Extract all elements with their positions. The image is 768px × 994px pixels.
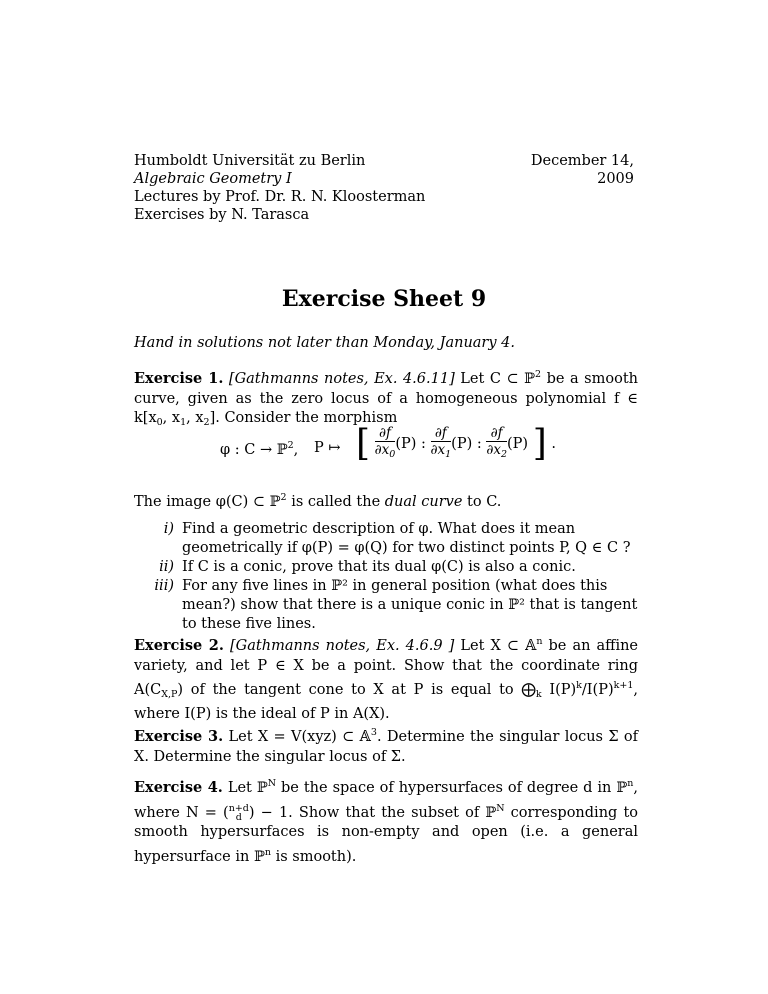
- exercise-1: Exercise 1. [Gathmanns notes, Ex. 4.6.11] Let C ⊂ ℙ$^2$ be a smooth curve, given as the zero locus of a homogeneous polynomial f ∈ $k[x_0$, $x_1$, $x_2$]. Consider the morphism: [134, 369, 638, 428]
- item-text: If C is a conic, prove that its dual φ(C) is also a conic.: [182, 559, 576, 575]
- hand-in-note: Hand in solutions not later than Monday, January 4.: [134, 335, 516, 351]
- exercise-4-text-f: is smooth).: [270, 848, 357, 865]
- exercise-4-text-e: corresponding to smooth hypersurfaces is non-empty and open (i.e. a general hypersurface in ℙ: [134, 804, 638, 865]
- exercise-4-text-c: , where N = (: [134, 780, 638, 821]
- list-item: [134, 577, 638, 634]
- exercise-4-label: Exercise 4.: [134, 779, 223, 796]
- sheet-date: December 14, 2009: [530, 153, 634, 187]
- lecturer-line: Lectures by Prof. Dr. R. N. Kloosterman: [134, 189, 426, 205]
- dual-sentence-b: is called the: [286, 494, 385, 510]
- exercise-2-text-d: I(P): [541, 682, 577, 698]
- dual-sentence-a: The image φ(C) ⊂ ℙ: [134, 494, 281, 510]
- dual-sentence-c: to C.: [462, 494, 502, 510]
- exercise-2-text-b: be an affine variety, and let P ∈ X be a point. Show that the coordinate ring A(C: [134, 638, 639, 698]
- exercise-2-text-e: /I(P): [581, 682, 614, 698]
- exercise-3-label: Exercise 3.: [134, 728, 224, 745]
- exercise-3-text-a: Let X = V(xyz) ⊂ 𝔸: [223, 729, 371, 745]
- exercise-1-label: Exercise 1.: [134, 370, 224, 387]
- exercise-1-ref: [Gathmanns notes, Ex. 4.6.11]: [228, 371, 455, 387]
- dual-map-equation: φ : C → ℙ$^2$, P ↦ [ $\frac{\partial f}{\partial x_0}$ (P) : $\frac{\partial f}{\partial x_1}$ (P) : $\frac{\partial f}{\partial x_2}$ (P) ] .: [220, 423, 556, 464]
- exercise-2: Exercise 2. [Gathmanns notes, Ex. 4.6.9 ] Let X ⊂ 𝔸$^n$ be an affine variety, and let P ∈ X be a point. Show that the coordinate ring $A(C_{X,P})$ of the tangent cone to X at P is equal to $⨁_k$ $I(P)^k/I(P)^{k+1}$, where I(P) is the ideal of P in A(X).: [134, 636, 639, 722]
- exercise-1-intro-a: Let C ⊂ ℙ: [460, 371, 536, 387]
- exercise-2-text-a: Let X ⊂ 𝔸: [454, 638, 537, 654]
- exercise-4: Exercise 4. Let ℙ$^N$ be the space of hypersurfaces of degree d in ℙ$^n$, where N = ( n+d d ) − 1. Show that the subset of ℙ$^N$ corresponding to smooth hypersurfaces is non-empty and open (i.e. a general hypersurface in ℙ$^n$ is smooth).: [134, 778, 638, 865]
- exercise-3: Exercise 3. Let X = V(xyz) ⊂ 𝔸$^3$. Determine the singular locus Σ of X. Determine the singular locus of Σ.: [134, 727, 638, 765]
- exercise-1-intro-c: ]. Consider the morphism: [209, 410, 398, 426]
- item-label: i): [163, 521, 174, 537]
- exercise-2-text-c: ) of the tangent cone to X at P is equal to ⨁: [177, 682, 536, 698]
- exercises-by-line: Exercises by N. Tarasca: [134, 207, 310, 223]
- exercise-4-text-b: be the space of hypersurfaces of degree d in ℙ: [276, 780, 628, 796]
- sheet-title: Exercise Sheet 9: [281, 286, 487, 312]
- header-left: [134, 152, 425, 224]
- exercise-2-label: Exercise 2.: [134, 637, 224, 654]
- item-text: For any five lines in ℙ² in general position (what does this mean?) show that there is a unique conic in ℙ² that is tangent to these five lines.: [182, 578, 638, 632]
- university-name: Humboldt Universität zu Berlin: [134, 153, 366, 169]
- item-label: iii): [154, 578, 174, 594]
- exercise-3-text-b: . Determine the singular locus Σ of X. Determine the singular locus of Σ.: [134, 729, 638, 765]
- exercise-1-intro-b: be a smooth curve, given as the zero locus of a homogeneous polynomial f ∈ k[x: [134, 371, 638, 426]
- list-item: [134, 558, 638, 577]
- exercise-2-ref: [Gathmanns notes, Ex. 4.6.9 ]: [230, 638, 455, 654]
- course-name: Algebraic Geometry I: [134, 171, 292, 187]
- exercise-4-text-d: ) − 1. Show that the subset of ℙ: [248, 804, 497, 821]
- item-label: ii): [159, 559, 174, 575]
- dual-curve-sentence: The image φ(C) ⊂ ℙ$^2$ is called the dual curve to C.: [134, 492, 502, 510]
- list-item: [134, 520, 638, 558]
- exercise-1-items: [134, 520, 638, 634]
- dual-curve-term: dual curve: [384, 494, 463, 510]
- item-text: Find a geometric description of φ. What does it mean geometrically if φ(P) = φ(Q) for two distinct points P, Q ∈ C ?: [182, 521, 631, 556]
- exercise-4-text-a: Let ℙ: [222, 780, 268, 796]
- exercise-2-text-f: , where I(P) is the ideal of P in A(X).: [134, 682, 638, 722]
